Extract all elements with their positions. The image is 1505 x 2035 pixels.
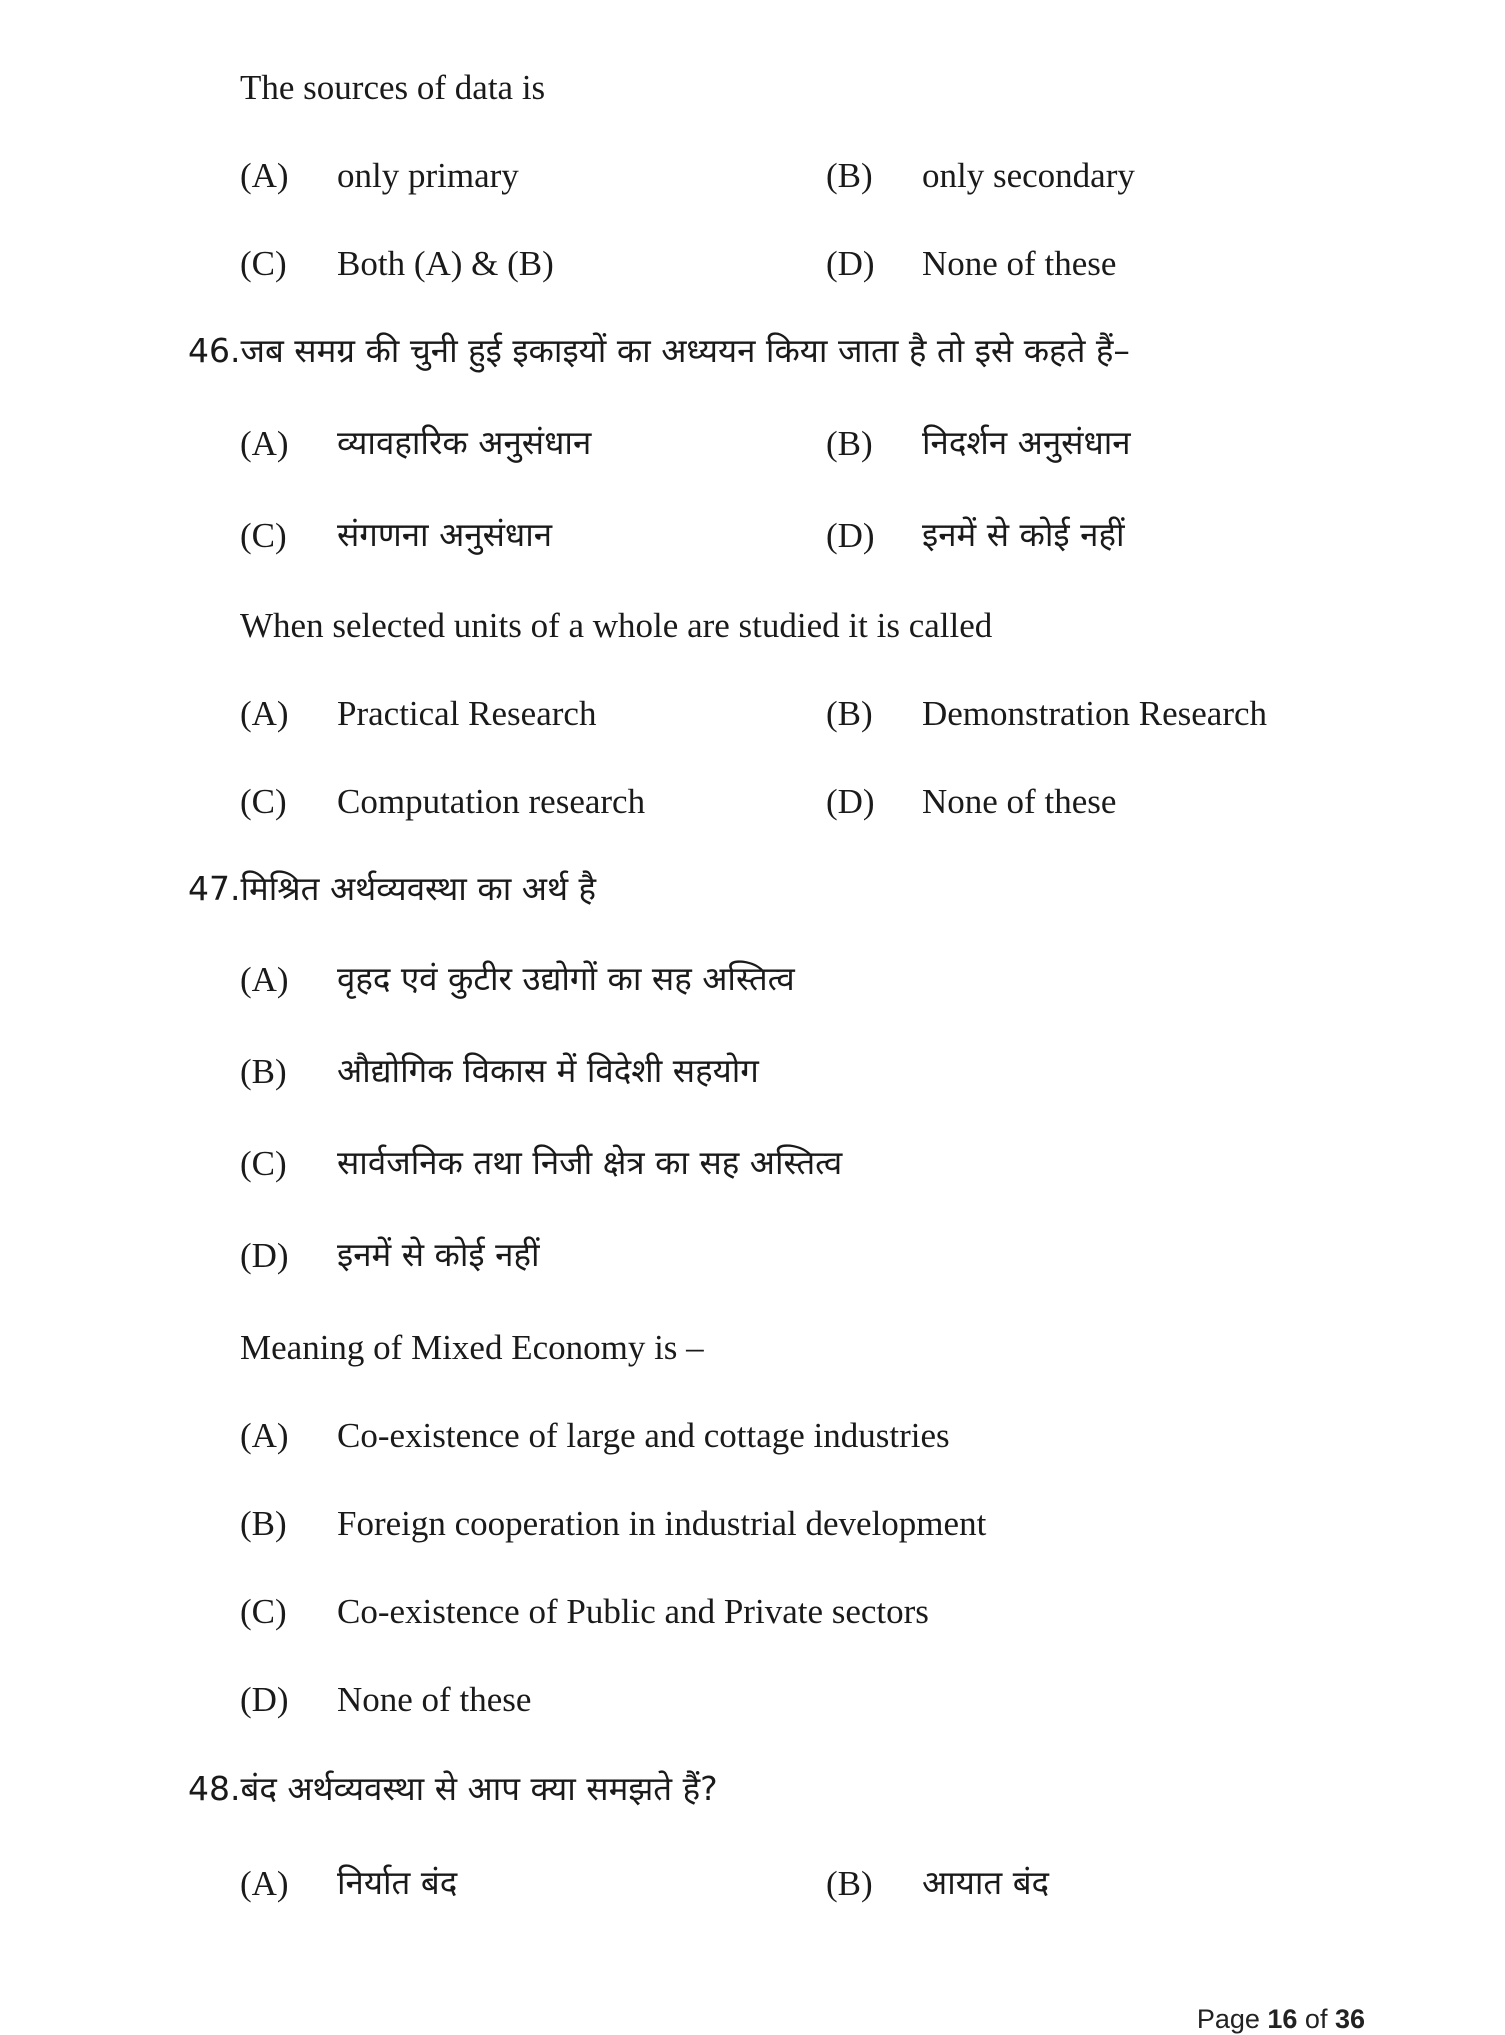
option-text: निर्यात बंद <box>337 1863 458 1902</box>
option-label: (D) <box>240 1680 289 1719</box>
option-label: (C) <box>240 244 287 283</box>
option-text: None of these <box>337 1680 532 1719</box>
question-text: 46.जब समग्र की चुनी हुई इकाइयों का अध्ययन किया जाता है तो इसे कहते हैं– <box>188 331 1130 370</box>
option-text: संगणना अनुसंधान <box>337 515 553 554</box>
option-text: निदर्शन अनुसंधान <box>922 423 1131 462</box>
option-label: (A) <box>240 156 289 195</box>
option-text: सार्वजनिक तथा निजी क्षेत्र का सह अस्तित्व <box>337 1143 843 1182</box>
option-label: (A) <box>240 424 289 463</box>
option-text: None of these <box>922 244 1117 283</box>
option-label: (D) <box>826 782 875 821</box>
option-text: only primary <box>337 156 519 195</box>
option-text: Both (A) & (B) <box>337 244 554 283</box>
option-label: (C) <box>240 782 287 821</box>
option-label: (D) <box>240 1236 289 1275</box>
option-label: (D) <box>826 516 875 555</box>
option-text: Co-existence of Public and Private sectors <box>337 1592 929 1631</box>
question-text: The sources of data is <box>240 68 546 107</box>
option-label: (C) <box>240 1592 287 1631</box>
option-label: (B) <box>826 1864 873 1903</box>
option-text: औद्योगिक विकास में विदेशी सहयोग <box>337 1051 759 1090</box>
option-text: Practical Research <box>337 694 597 733</box>
option-text: इनमें से कोई नहीं <box>337 1235 540 1274</box>
option-text: वृहद एवं कुटीर उद्योगों का सह अस्तित्व <box>337 959 795 998</box>
option-text: Foreign cooperation in industrial development <box>337 1504 987 1543</box>
option-label: (B) <box>240 1504 287 1543</box>
option-text: व्यावहारिक अनुसंधान <box>337 423 592 462</box>
option-label: (D) <box>826 244 875 283</box>
option-label: (A) <box>240 960 289 999</box>
option-label: (B) <box>826 694 873 733</box>
option-text: None of these <box>922 782 1117 821</box>
option-label: (C) <box>240 1144 287 1183</box>
question-text: When selected units of a whole are studied it is called <box>240 606 993 645</box>
option-label: (B) <box>240 1052 287 1091</box>
question-text: 47.मिश्रित अर्थव्यवस्था का अर्थ है <box>188 869 597 908</box>
page-number: Page 16 of 36 <box>1196 2004 1365 2034</box>
option-text: only secondary <box>922 156 1135 195</box>
option-label: (B) <box>826 156 873 195</box>
question-text: Meaning of Mixed Economy is – <box>240 1328 704 1367</box>
question-text: 48.बंद अर्थव्यवस्था से आप क्या समझते हैं? <box>188 1769 718 1808</box>
option-label: (A) <box>240 694 289 733</box>
option-text: इनमें से कोई नहीं <box>922 515 1125 554</box>
option-label: (A) <box>240 1864 289 1903</box>
option-label: (C) <box>240 516 287 555</box>
option-text: आयात बंद <box>922 1863 1050 1902</box>
option-text: Co-existence of large and cottage industries <box>337 1416 950 1455</box>
option-text: Computation research <box>337 782 646 821</box>
option-label: (A) <box>240 1416 289 1455</box>
option-text: Demonstration Research <box>922 694 1268 733</box>
option-label: (B) <box>826 424 873 463</box>
